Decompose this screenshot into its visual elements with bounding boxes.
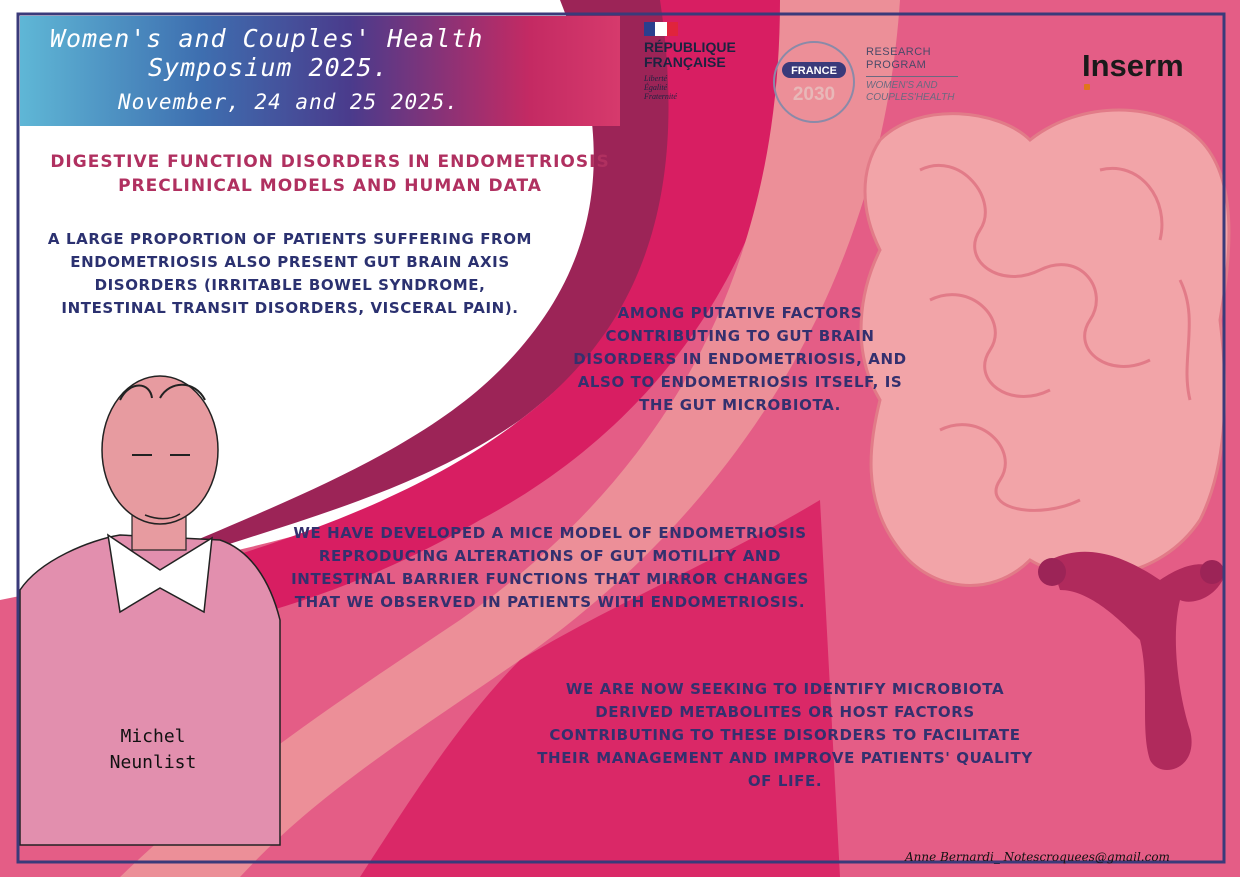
paragraph-microbiota-factors: AMONG PUTATIVE FACTORS CONTRIBUTING TO GUT BRAIN DISORDERS IN ENDOMETRIOSIS, AND ALSO TO ENDOMETRIOSIS ITSELF, IS THE GUT MICROBIOTA. — [573, 304, 907, 414]
banner-date: November, 24 and 25 2025. — [118, 90, 460, 114]
motto-text: Liberté Égalité Fraternité — [644, 74, 677, 101]
republique-francaise-logo — [644, 22, 744, 101]
republique-text: RÉPUBLIQUE FRANÇAISE — [644, 39, 736, 70]
paragraph-gut-brain-disorders: A LARGE PROPORTION OF PATIENTS SUFFERING FROM ENDOMETRIOSIS ALSO PRESENT GUT BRAIN AXIS DISORDERS (IRRITABLE BOWEL SYNDROME, INTESTINAL TRANSIT DISORDERS, VISCERAL PAIN). — [47, 230, 533, 317]
france-2030-logo — [770, 38, 858, 126]
logo-strip — [622, 16, 1234, 126]
paragraph-next-steps: WE ARE NOW SEEKING TO IDENTIFY MICROBIOTA DERIVED METABOLITES OR HOST FACTORS CONTRIBUTING TO THESE DISORDERS TO FACILITATE THEIR MANAGEMENT AND IMPROVE PATIENTS' QUALITY OF LIFE. — [537, 680, 1033, 790]
banner-subtitle: Symposium 2025. — [148, 53, 389, 82]
paragraph-mice-model: WE HAVE DEVELOPED A MICE MODEL OF ENDOMETRIOSIS REPRODUCING ALTERATIONS OF GUT MOTILITY AND INTESTINAL BARRIER FUNCTIONS THAT MIRROR CHANGES THAT WE OBSERVED IN PATIENTS WITH ENDOMETRIOSIS. — [291, 524, 809, 611]
banner-title: Women's and Couples' Health — [50, 24, 484, 53]
inserm-logo: Inserm — [1082, 48, 1184, 83]
inserm-dot-icon — [1084, 84, 1090, 90]
poster-title: DIGESTIVE FUNCTION DISORDERS IN ENDOMETRIOSIS PRECLINICAL MODELS AND HUMAN DATA — [50, 152, 610, 196]
french-flag-icon — [644, 22, 678, 36]
ovary-left — [1038, 558, 1066, 586]
research-program-label: RESEARCH PROGRAM WOMEN'S AND COUPLES'HEALTH — [866, 46, 976, 104]
france-2030-top: FRANCE — [791, 65, 837, 77]
portrait-face — [102, 376, 218, 524]
france-2030-number: 2030 — [792, 84, 836, 105]
speaker-name: Michel Neunlist — [109, 726, 197, 773]
artist-credit: Anne Bernardi_ Notescroquees@gmail.com — [905, 850, 1170, 864]
ovary-right — [1200, 560, 1224, 584]
symposium-banner — [20, 16, 620, 126]
